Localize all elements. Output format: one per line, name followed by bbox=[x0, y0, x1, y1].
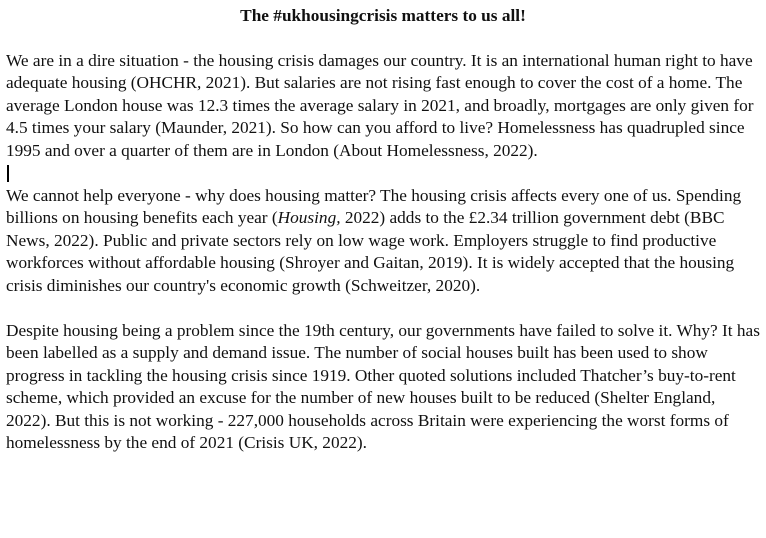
paragraph-2-text-b: 2022) adds to the £2.34 trillion government debt (BBC News, 2022). Public and private sectors rely on low wage work. Employers struggle to find productive workforces without affordable housing (Shroyer and Gaitan, 2019). It is widely accepted that the housing crisis diminishes our country's economic growth (Schweitzer, 2020). bbox=[6, 208, 735, 295]
paragraph-2-text-a: We cannot help everyone - why does housing matter? The housing crisis affects every one of us. Spending billions on housing benefits each year ( bbox=[6, 185, 742, 227]
document-body[interactable] bbox=[6, 5, 760, 455]
paragraph-2-italic-ref: Housing, bbox=[277, 208, 341, 227]
paragraph-3: Despite housing being a problem since the 19th century, our governments have failed to solve it. Why? It has been labelled as a supply and demand issue. The number of social houses built has been used to show progress in tackling the housing crisis since 1919. Other quoted solutions included Thatcher’s buy-to-rent scheme, which provided an excuse for the number of new houses built to be reduced (Shelter England, 2022). But this is not working - 227,000 households across Britain were experiencing the worst forms of homelessness by the end of 2021 (Crisis UK, 2022). bbox=[6, 320, 760, 452]
paragraph-1: We are in a dire situation - the housing crisis damages our country. It is an international human right to have adequate housing (OHCHR, 2021). But salaries are not rising fast enough to cover the cost of a home. The average London house was 12.3 times the average salary in 2021, and broadly, mortgages are only given for 4.5 times your salary (Maunder, 2021). So how can you afford to live? Homelessness has quadrupled since 1995 and over a quarter of them are in London (About Homelessness, 2022). bbox=[6, 50, 754, 160]
document-title: The #ukhousingcrisis matters to us all! bbox=[240, 6, 526, 25]
empty-line-with-cursor[interactable] bbox=[6, 162, 760, 185]
text-cursor bbox=[7, 165, 9, 182]
paragraph-2 bbox=[6, 185, 760, 298]
empty-line bbox=[6, 297, 760, 320]
